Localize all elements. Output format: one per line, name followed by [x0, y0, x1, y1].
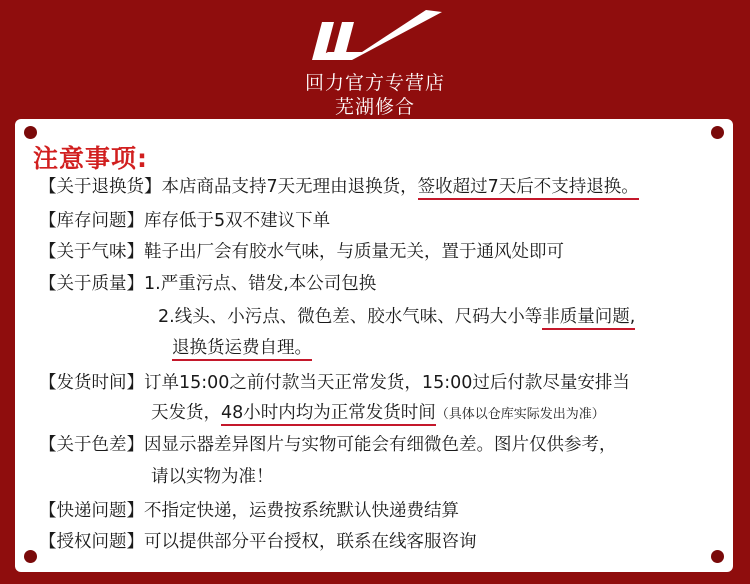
notice-text: 不指定快递，运费按系统默认快递费结算 — [144, 501, 459, 521]
notice-text: 请以实物为准！ — [151, 467, 274, 487]
corner-dot-icon — [24, 550, 37, 563]
notice-text: 鞋子出厂会有胶水气味，与质量无关，置于通风处即可 — [144, 242, 564, 262]
store-header — [0, 0, 750, 120]
notice-text: 1.严重污点、错发,本公司包换 — [144, 274, 377, 294]
notice-highlight: 非质量问题, — [542, 307, 635, 330]
notice-row-shipping-2 — [151, 401, 605, 427]
notice-row-quality-2 — [158, 305, 635, 329]
notice-row-quality — [39, 272, 376, 296]
notice-row-express — [39, 499, 459, 523]
notice-tag: 【库存问题】 — [39, 211, 144, 231]
brand-name: 回力官方专营店 — [304, 72, 445, 94]
notice-tag: 【关于气味】 — [39, 242, 144, 262]
notice-text: 订单15:00之前付款当天正常发货，15:00过后付款尽量安排当 — [144, 373, 630, 393]
corner-dot-icon — [711, 126, 724, 139]
notice-highlight: 退换货运费自理。 — [172, 338, 312, 361]
notice-row-auth — [39, 530, 477, 554]
notice-row-return — [39, 175, 639, 199]
warrior-logo-icon — [300, 6, 450, 72]
brand-sub: 芜湖修合 — [334, 96, 415, 118]
notice-row-quality-3 — [172, 336, 312, 360]
notice-tag: 【授权问题】 — [39, 532, 144, 552]
notice-row-color-2 — [151, 465, 274, 489]
notice-row-color — [39, 433, 617, 457]
notice-card — [15, 119, 733, 572]
corner-dot-icon — [24, 126, 37, 139]
notice-highlight: 48小时内均为正常发货时间 — [221, 403, 436, 426]
notice-tag: 【关于质量】 — [39, 274, 144, 294]
notice-tag: 【关于退换货】 — [39, 177, 162, 197]
corner-dot-icon — [711, 550, 724, 563]
notice-title: 注意事项: — [33, 144, 148, 173]
notice-row-smell — [39, 240, 564, 264]
notice-text: 因显示器差异图片与实物可能会有细微色差。图片仅供参考， — [144, 435, 617, 455]
notice-row-shipping — [39, 371, 630, 395]
notice-tag: 【关于色差】 — [39, 435, 144, 455]
notice-text: 2.线头、小污点、微色差、胶水气味、尺码大小等 — [158, 307, 543, 327]
notice-tag: 【快递问题】 — [39, 501, 144, 521]
notice-text: 可以提供部分平台授权，联系在线客服咨询 — [144, 532, 477, 552]
notice-text: 天发货， — [151, 403, 221, 423]
notice-note: （具体以仓库实际发出为准） — [435, 407, 605, 422]
notice-row-stock — [39, 209, 330, 233]
notice-text: 库存低于5双不建议下单 — [144, 211, 331, 231]
notice-highlight: 签收超过7天后不支持退换。 — [418, 177, 639, 200]
notice-text: 本店商品支持7天无理由退换货， — [161, 177, 418, 197]
notice-tag: 【发货时间】 — [39, 373, 144, 393]
